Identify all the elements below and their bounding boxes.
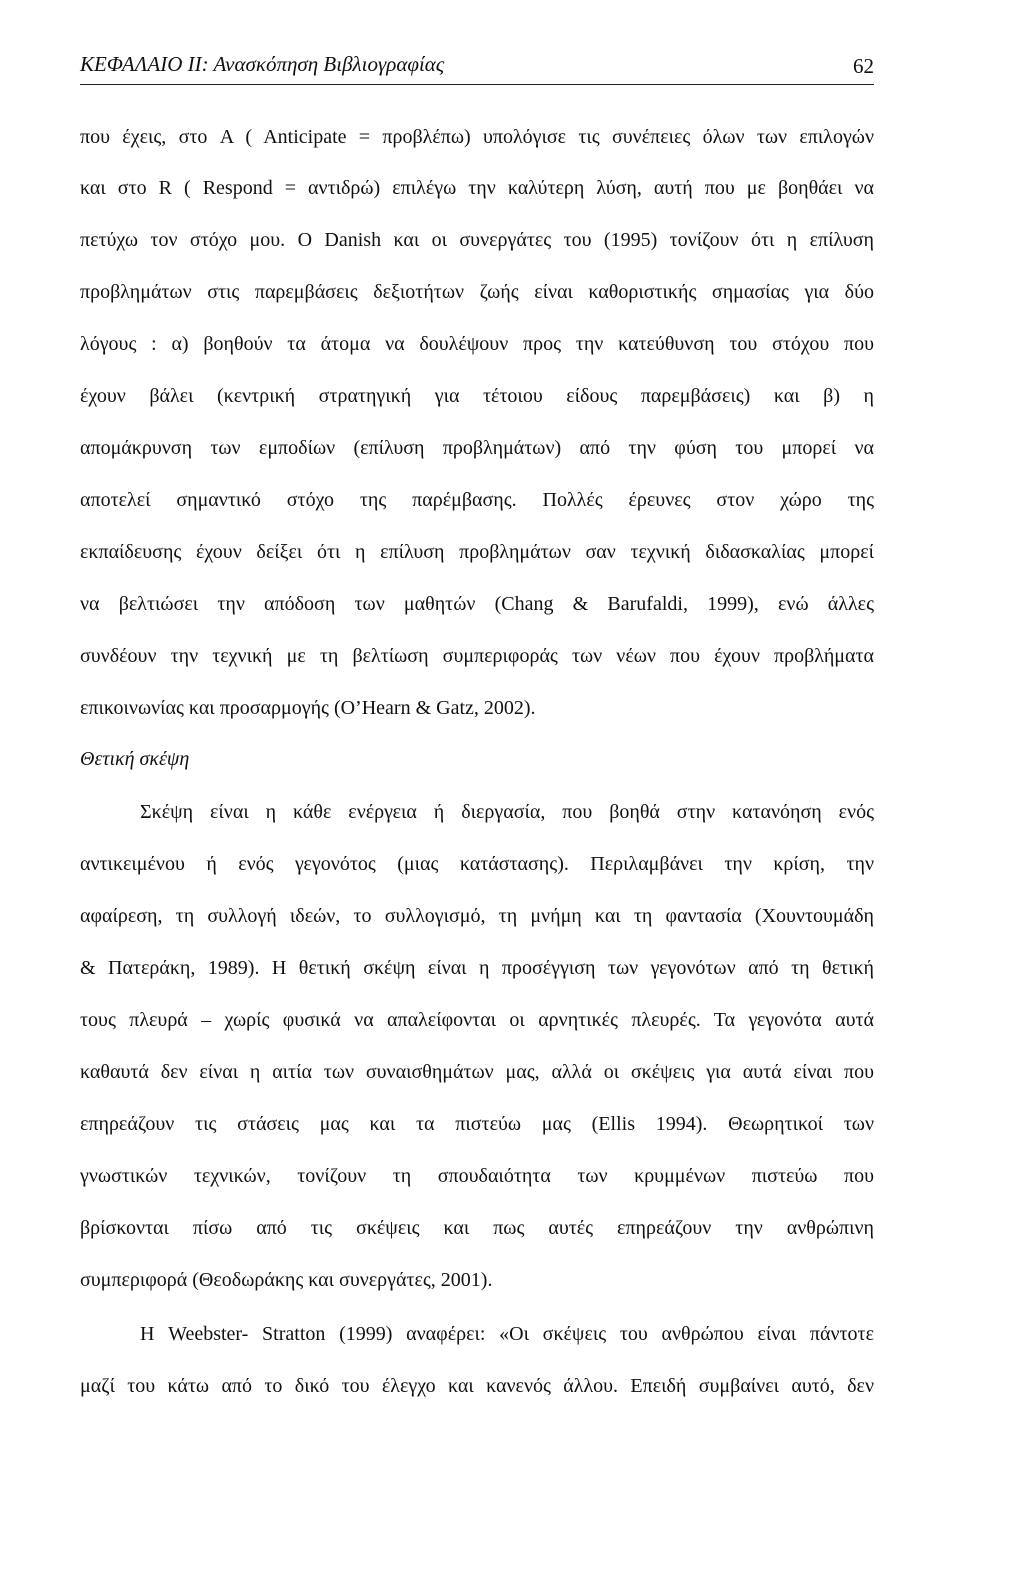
text-line: να βελτιώσει την απόδοση των μαθητών (Chang & Barufaldi, 1999), ενώ άλλες — [80, 593, 874, 615]
text-line: & Πατεράκη, 1989). Η θετική σκέψη είναι η προσέγγιση των γεγονότων από τη θετική — [80, 957, 874, 979]
text-line: τους πλευρά – χωρίς φυσικά να απαλείφονται οι αρνητικές πλευρές. Τα γεγονότα αυτά — [80, 1009, 874, 1031]
text-line: Η Weebster- Stratton (1999) αναφέρει: «Οι σκέψεις του ανθρώπου είναι πάντοτε — [140, 1323, 874, 1345]
text-line: που έχεις, στο A ( Anticipate = προβλέπω) υπολόγισε τις συνέπειες όλων των επιλογών — [80, 126, 874, 148]
page-header — [80, 50, 874, 85]
text-line: βρίσκονται πίσω από τις σκέψεις και πως αυτές επηρεάζουν την ανθρώπινη — [80, 1217, 874, 1239]
text-line: Σκέψη είναι η κάθε ενέργεια ή διεργασία, που βοηθά στην κατανόηση ενός — [140, 801, 874, 823]
text-line: πετύχω τον στόχο μου. Ο Danish και οι συνεργάτες του (1995) τονίζουν ότι η επίλυση — [80, 229, 874, 251]
section-heading: Θετική σκέψη — [80, 748, 190, 770]
text-line: αφαίρεση, τη συλλογή ιδεών, το συλλογισμό, τη μνήμη και τη φαντασία (Χουντουμάδη — [80, 905, 874, 927]
text-line: επηρεάζουν τις στάσεις μας και τα πιστεύω μας (Ellis 1994). Θεωρητικοί των — [80, 1113, 874, 1135]
text-line: μαζί του κάτω από το δικό του έλεγχο και κανενός άλλου. Επειδή συμβαίνει αυτό, δεν — [80, 1375, 874, 1397]
text-line: συμπεριφορά (Θεοδωράκης και συνεργάτες, 2001). — [80, 1269, 493, 1291]
text-line: απομάκρυνση των εμποδίων (επίλυση προβλημάτων) από την φύση του μπορεί να — [80, 437, 874, 459]
text-line: αντικειμένου ή ενός γεγονότος (μιας κατάστασης). Περιλαμβάνει την κρίση, την — [80, 853, 874, 875]
chapter-title: ΚΕΦΑΛΑΙΟ ΙΙ: Ανασκόπηση Βιβλιογραφίας — [80, 52, 445, 76]
document-page — [80, 0, 874, 1571]
text-line: αποτελεί σημαντικό στόχο της παρέμβασης. Πολλές έρευνες στον χώρο της — [80, 489, 874, 511]
page-number: 62 — [853, 54, 874, 78]
text-line: συνδέουν την τεχνική με τη βελτίωση συμπεριφοράς των νέων που έχουν προβλήματα — [80, 645, 874, 667]
text-line: καθαυτά δεν είναι η αιτία των συναισθημάτων μας, αλλά οι σκέψεις για αυτά είναι που — [80, 1061, 874, 1083]
text-line: λόγους : α) βοηθούν τα άτομα να δουλέψουν προς την κατεύθυνση του στόχου που — [80, 333, 874, 355]
text-line: εκπαίδευσης έχουν δείξει ότι η επίλυση προβλημάτων σαν τεχνική διδασκαλίας μπορεί — [80, 541, 874, 563]
text-line: έχουν βάλει (κεντρική στρατηγική για τέτοιου είδους παρεμβάσεις) και β) η — [80, 385, 874, 407]
text-line: γνωστικών τεχνικών, τονίζουν τη σπουδαιότητα των κρυμμένων πιστεύω που — [80, 1165, 874, 1187]
text-line: προβλημάτων στις παρεμβάσεις δεξιοτήτων ζωής είναι καθοριστικής σημασίας για δύο — [80, 281, 874, 303]
text-line: επικοινωνίας και προσαρμογής (O’Hearn & Gatz, 2002). — [80, 697, 536, 719]
text-line: και στο R ( Respond = αντιδρώ) επιλέγω την καλύτερη λύση, αυτή που με βοηθάει να — [80, 177, 874, 199]
